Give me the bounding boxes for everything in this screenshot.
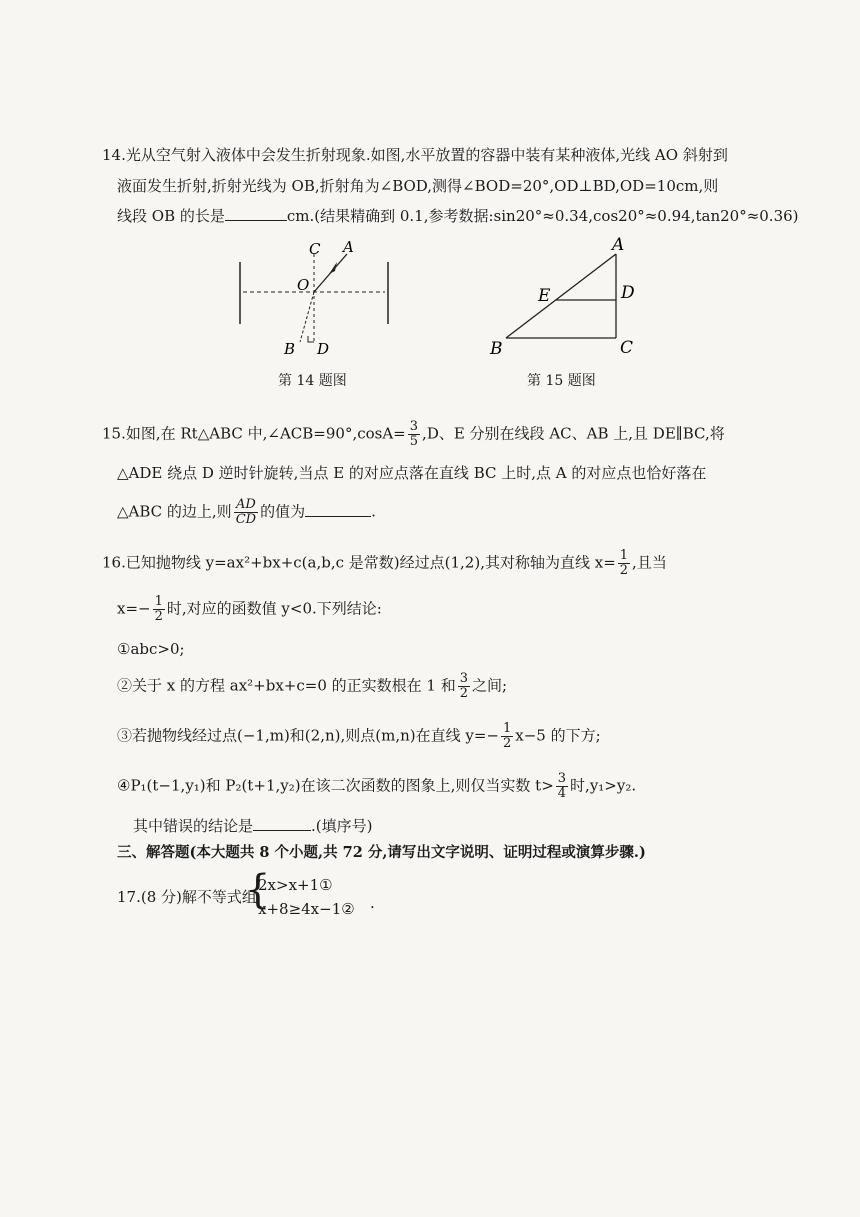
q17-brace: { bbox=[245, 867, 271, 913]
q16-c2-start: ②关于 x 的方程 ax²+bx+c=0 的正实数根在 1 和 bbox=[117, 676, 456, 695]
q14-line1: 14.光从空气射入液体中会发生折射现象.如图,水平放置的容器中装有某种液体,光线 AO 斜射到 bbox=[102, 146, 728, 164]
q17-inequality-1: 2x>x+1① bbox=[258, 876, 333, 894]
fig15-label-a: A bbox=[612, 235, 625, 255]
frac-num: 1 bbox=[619, 548, 629, 563]
frac-num: AD bbox=[234, 498, 258, 513]
fig14-label-c: C bbox=[309, 240, 321, 258]
fig15-label-d: D bbox=[621, 283, 635, 303]
q17-inequality-2: x+8≥4x−1② bbox=[258, 900, 355, 918]
q16-c2-end: 之间; bbox=[472, 676, 508, 695]
frac-den: 2 bbox=[154, 609, 163, 624]
fig15-label-b: B bbox=[490, 339, 503, 359]
fig14-label-d: D bbox=[317, 340, 330, 358]
q14-answer-blank[interactable] bbox=[225, 206, 287, 221]
q16-conclusion-4 bbox=[117, 772, 636, 801]
q15-line3-end: . bbox=[371, 502, 376, 521]
section3-heading: 三、解答题(本大题共 8 个小题,共 72 分,请写出文字说明、证明过程或演算步骤.) bbox=[117, 844, 646, 861]
frac-den: 2 bbox=[503, 736, 512, 751]
q16-x-fraction bbox=[153, 595, 165, 624]
frac-den: 2 bbox=[619, 563, 629, 578]
q16-c3-end: x−5 的下方; bbox=[515, 726, 601, 745]
q17-prefix: 17.(8 分)解不等式组 bbox=[117, 888, 257, 906]
q16-c2-fraction bbox=[458, 672, 470, 701]
q16-c3-fraction bbox=[501, 722, 513, 751]
q16-line2 bbox=[117, 595, 382, 624]
frac-den: 4 bbox=[557, 786, 567, 801]
q15-answer-blank[interactable] bbox=[305, 502, 371, 517]
q16-c4-start: ④P₁(t−1,y₁)和 P₂(t+1,y₂)在该二次函数的图象上,则仅当实数 t> bbox=[117, 776, 554, 795]
fig15-label-c: C bbox=[620, 338, 634, 358]
q15-line3 bbox=[117, 498, 376, 527]
q16-ask-end: .(填序号) bbox=[311, 817, 373, 835]
q15-line1 bbox=[102, 420, 725, 449]
q15-line3-mid: 的值为 bbox=[260, 502, 306, 521]
q17-suffix: . bbox=[370, 894, 375, 912]
q16-conclusion-1: ①abc>0; bbox=[117, 640, 185, 658]
q16-ask bbox=[133, 815, 373, 837]
fig14-label-b: B bbox=[284, 340, 296, 358]
q15-line2: △ADE 绕点 D 逆时针旋转,当点 E 的对应点落在直线 BC 上时,点 A 的对应点也恰好落在 bbox=[117, 464, 707, 482]
q16-line1-end: ,且当 bbox=[632, 553, 667, 572]
q15-line1-start: 15.如图,在 Rt△ABC 中,∠ACB=90°,cosA= bbox=[102, 424, 406, 443]
q16-axis-fraction bbox=[618, 549, 630, 578]
frac-num: 3 bbox=[459, 671, 469, 686]
frac-den: 5 bbox=[409, 434, 419, 449]
q15-ratio-fraction bbox=[234, 498, 258, 527]
q16-ask-start: 其中错误的结论是 bbox=[133, 817, 254, 835]
frac-den: CD bbox=[235, 512, 257, 527]
q16-line2-start: x=− bbox=[117, 599, 151, 618]
q14-line3 bbox=[117, 205, 799, 227]
fig15-label-e: E bbox=[538, 286, 551, 306]
q16-line2-end: 时,对应的函数值 y<0.下列结论: bbox=[166, 599, 382, 618]
q14-figure bbox=[225, 232, 405, 362]
q15-caption: 第 15 题图 bbox=[527, 373, 596, 389]
q14-line3-end: cm.(结果精确到 0.1,参考数据:sin20°≈0.34,cos20°≈0.94,tan20°≈0.36) bbox=[286, 207, 799, 225]
q16-answer-blank[interactable] bbox=[253, 816, 311, 831]
frac-num: 1 bbox=[503, 721, 512, 736]
q15-line3-start: △ABC 的边上,则 bbox=[117, 502, 232, 521]
q16-line1 bbox=[102, 549, 667, 578]
q16-conclusion-3 bbox=[117, 722, 601, 751]
q16-c4-fraction bbox=[556, 772, 568, 801]
q14-line3-start: 线段 OB 的长是 bbox=[117, 207, 225, 225]
fig14-label-o: O bbox=[297, 276, 310, 294]
fig14-label-a: A bbox=[343, 238, 354, 256]
q15-cos-fraction bbox=[408, 420, 420, 449]
frac-den: 2 bbox=[459, 686, 469, 701]
q16-conclusion-2 bbox=[117, 672, 507, 701]
q14-caption: 第 14 题图 bbox=[278, 373, 347, 389]
frac-num: 3 bbox=[557, 771, 567, 786]
frac-num: 3 bbox=[409, 419, 419, 434]
q16-c3-start: ③若抛物线经过点(−1,m)和(2,n),则点(m,n)在直线 y=− bbox=[117, 726, 499, 745]
q16-c4-end: 时,y₁>y₂. bbox=[570, 776, 637, 795]
q14-line2: 液面发生折射,折射光线为 OB,折射角为∠BOD,测得∠BOD=20°,OD⊥BD,OD=10cm,则 bbox=[117, 177, 719, 195]
q15-figure bbox=[482, 232, 652, 362]
q16-line1-start: 16.已知抛物线 y=ax²+bx+c(a,b,c 是常数)经过点(1,2),其对称轴为直线 x= bbox=[102, 553, 616, 572]
frac-num: 1 bbox=[154, 594, 163, 609]
q15-line1-end: ,D、E 分别在线段 AC、AB 上,且 DE∥BC,将 bbox=[422, 424, 725, 443]
